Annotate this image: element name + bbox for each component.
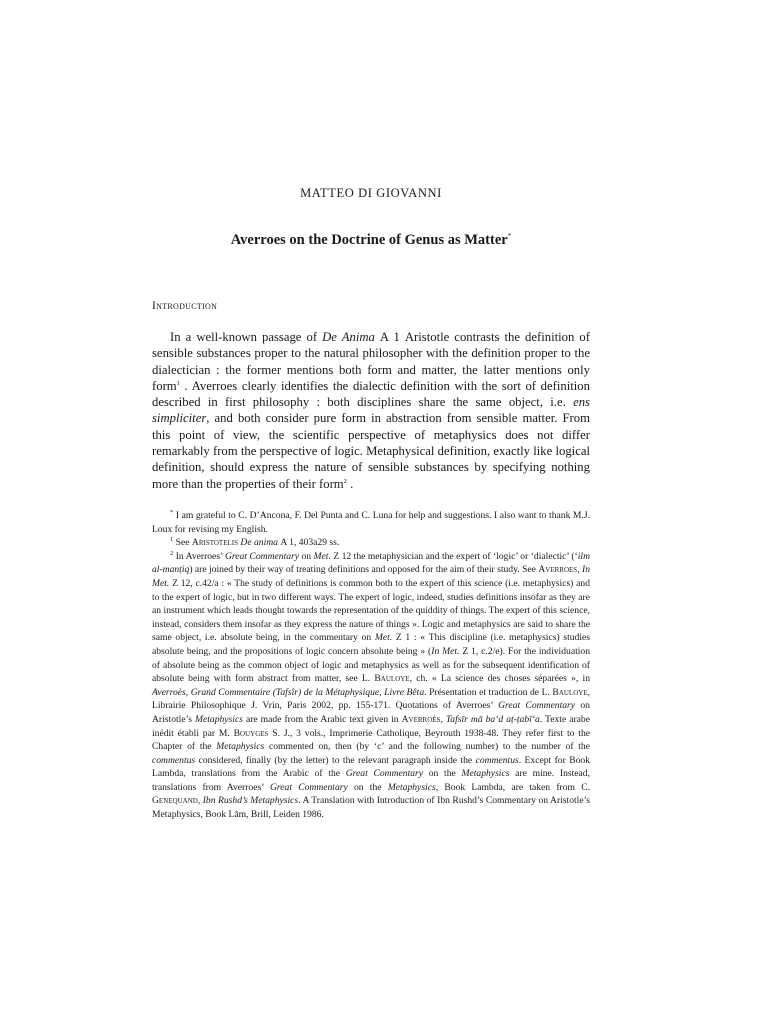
italic-run: Met. [313, 550, 331, 562]
footnote-text: , [577, 564, 583, 576]
italic-run: Great Commentary [498, 700, 576, 712]
italic-run: Metaphysics [387, 781, 436, 793]
footnote-text: I am grateful to C. D’Ancona, F. Del Punta and C. Luna for help and suggestions. I also want to thank M.J. Loux for revising my English. [152, 510, 590, 535]
footnote-text: on the [423, 768, 462, 780]
article-title [152, 232, 590, 249]
italic-run: commentus [475, 754, 519, 766]
italic-run: De anima [240, 537, 278, 549]
text-run: . Averroes clearly identifies the dialectic definition with the sort of definition described in first philosophy : both disciplines share the same object, i.e. [152, 378, 590, 410]
footnote-text: Ζ 12 the metaphysician and the expert of ‘logic’ or ‘dialectic’ (‘ [330, 550, 578, 562]
smallcaps-run: Genequand [152, 795, 198, 807]
footnote-text: , ch. « La science des choses séparées », in [409, 673, 590, 685]
italic-run: In Met. [152, 564, 591, 589]
italic-run: Tafsīr mā ba‘d aṭ-ṭabī‘a [445, 713, 540, 725]
footnote-text: , [197, 795, 203, 807]
footnote-text: considered, finally (by the letter) to the relevant paragraph inside the [195, 754, 476, 766]
footnote-text: . Texte arabe inédit établi par M. [152, 713, 590, 739]
footnote-text: . A Translation with Introduction of Ibn Rushd’s Commentary on Aristotle’s Metaphysics, Book Lām, Brill, Leiden 1986. [152, 795, 590, 821]
footnote-mark: 1 [170, 536, 174, 543]
text-run: , and both consider pure form in abstraction from sensible matter. From this point of view, the scientific perspective of metaphysics does not differ remarkably from the perspective of logic. Metaphysical definition, exactly like logical definition, should express the nature of sensible substances by specifying nothing more than the properties of their form [152, 411, 590, 491]
footnote-ref[interactable]: 1 [176, 379, 180, 387]
smallcaps-run: Averroes [538, 564, 578, 576]
smallcaps-run: Averroès [401, 713, 441, 725]
section-heading: Introduction [152, 300, 218, 312]
italic-run: Great Commentary [224, 550, 300, 562]
footnote-star [152, 509, 590, 536]
footnotes [152, 509, 590, 822]
footnote-text: , Book Lambda, are taken from C. [435, 781, 590, 793]
footnote-text: S. J., 3 vols., Imprimerie Catholique, Beyrouth 1938-48. They refer first to the Chapter of the [152, 727, 590, 753]
footnote-text: are mine. Instead, translations from Averroes’ [152, 768, 591, 793]
italic-run: commentus [152, 754, 196, 766]
italic-run: De Anima [322, 330, 375, 344]
italic-run: Metaphysics [461, 768, 510, 780]
italic-run: Great Commentary [345, 768, 424, 780]
text-run: Α 1 Aristotle contrasts the definition of sensible substances proper to the natural philosopher with the definition proper to the dialectician : the former mentions both form and matter, the latter mentions only form [152, 330, 590, 393]
footnote-text: Ζ 1 : « This discipline (i.e. metaphysics) studies absolute being, and the propositions of logic concern absolute being » ( [152, 632, 590, 657]
title-note-mark[interactable]: * [507, 232, 512, 241]
footnote-text: are made from the Arabic text given in [242, 713, 402, 725]
italic-run: Great Commentary [269, 781, 348, 793]
footnote-text: Α 1, 403a29 ss. [277, 537, 340, 549]
footnote-1 [152, 536, 590, 550]
footnote-text: on the [347, 781, 388, 793]
footnote-text: , [440, 713, 446, 725]
footnote-text: . Except for Book Lambda, translations from the Arabic of the [152, 754, 590, 780]
italic-run: Averroès, Grand Commentaire (Tafsîr) de la Métaphysique, Livre Bêta [152, 686, 425, 698]
paragraph [152, 329, 590, 492]
italic-run: Met. [374, 632, 393, 644]
italic-run: Metaphysics [216, 741, 265, 753]
footnote-mark: 2 [170, 549, 174, 557]
footnote-text: on [299, 550, 314, 562]
italic-run: Metaphysics [194, 713, 243, 725]
italic-run: In Met. [431, 645, 460, 657]
italic-run: ilm al-manṭiq [152, 550, 591, 576]
text-run: In a well-known passage of [170, 330, 323, 344]
footnote-text: on Aristotle’s [152, 700, 590, 725]
footnote-text: commented on, then (by ‘c’ and the following number) to the number of the [264, 741, 590, 753]
italic-run: Ibn Rushd’s Metaphysics [202, 795, 299, 807]
smallcaps-run: Bauloye [552, 686, 588, 698]
smallcaps-run: Bauloye [374, 673, 410, 685]
footnote-text: , Librairie Philosophique J. Vrin, Paris 2002, pp. 155-171. Quotations of Averroes’ [152, 686, 590, 712]
author-name: MATTEO DI GIOVANNI [300, 186, 442, 200]
footnote-text: Ζ 1, c.2/e). For the individuation of absolute being as the common object of logic and metaphysics as well as for the subsequent identification of absolute being with form abstract from matter, see L. [152, 645, 590, 685]
title-text: Averroes on the Doctrine of Genus as Matter [230, 232, 508, 248]
footnote-text: In Averroes’ [173, 550, 225, 562]
smallcaps-run: Aristotelis [191, 537, 238, 549]
footnote-ref[interactable]: 2 [343, 477, 347, 485]
text-run: . [346, 476, 354, 491]
body-text [152, 329, 590, 492]
footnote-mark: * [170, 508, 174, 516]
smallcaps-run: Bouyges [233, 727, 269, 739]
footnote-text: See [173, 537, 192, 549]
footnote-text: Ζ 12, c.42/a : « The study of definitions is common both to the expert of this science (i.e. metaphysics) and to the expert of logic, but in two different ways. The expert of logic, indeed, studies definitions insofar as they are an instrument which leads thought towards the representation of the quiddity of things. The expert of this science, instead, considers them insofar as they express the nature of things ». Logic and metaphysics are said to share the same object, i.e. absolute being, in the commentary on [152, 577, 590, 644]
italic-run: ens simpliciter [152, 395, 590, 426]
footnote-2 [152, 550, 590, 822]
footnote-text: . Présentation et traduction de L. [424, 686, 553, 698]
footnote-text: ) are joined by their way of treating definitions and opposed for the aim of their study. See [189, 564, 539, 576]
